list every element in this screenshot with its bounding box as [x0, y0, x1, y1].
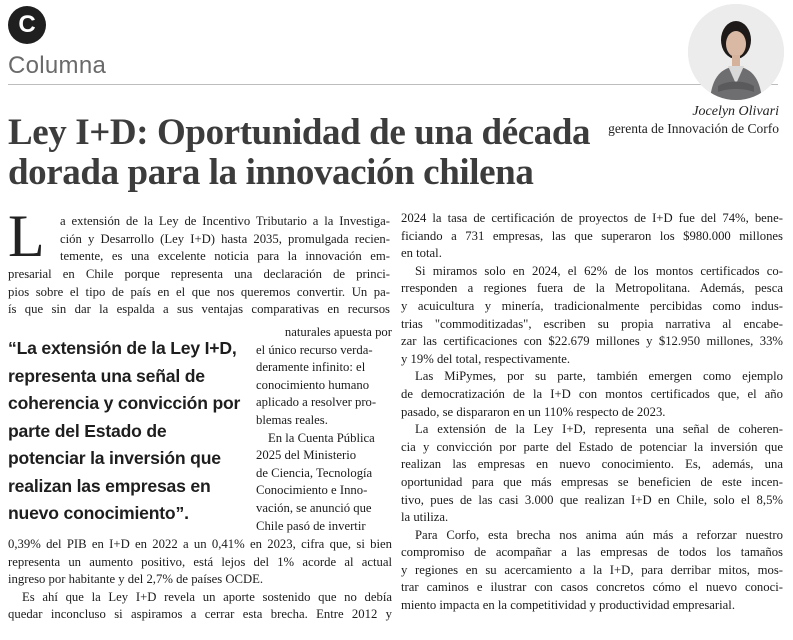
text-line: La extensión de la Ley I+D, representa una señal de coheren-: [415, 422, 783, 437]
text-line: cia y convicción por parte del Estado de potenciar la inversión que: [401, 439, 783, 454]
narrow-column: [256, 324, 392, 535]
text-line: zar las certificaciones con $22.679 millones y $12.950 millones, 33%: [401, 334, 783, 349]
text-line: temente, es una excelente noticia para la innovación em-: [60, 249, 390, 264]
section-label: Columna: [8, 52, 107, 79]
text-line: Para Corfo, esta brecha nos anima aún más a reforzar nuestro: [415, 527, 783, 542]
text-line: tivo, pues de las casi 3.000 que realizan I+D en Chile, solo el 8,5%: [401, 492, 783, 507]
text-line: la utiliza.: [401, 510, 449, 525]
intro-paragraph-cont: [8, 266, 390, 319]
author-byline: [608, 104, 779, 137]
text-line: trar caminos e ilustrar con casos concretos cómo el nuevo conoci-: [401, 580, 783, 595]
pull-quote: [8, 335, 248, 528]
text-line: en total.: [401, 246, 442, 261]
text-line: presarial en Chile porque representa una declaración de princi-: [8, 267, 390, 281]
text-line: realizan las empresas en nuevo conocimiento. Es, además, una: [401, 457, 783, 472]
quote-line: potenciar la inversión que: [8, 448, 221, 468]
quote-line: “La extensión de la Ley I+D,: [8, 338, 237, 358]
text-line: pios sobre el tipo de país en el que nos queremos convertir. Un pa-: [8, 284, 390, 299]
text-line: el único recurso verda-: [256, 342, 373, 357]
quote-line: representa una señal de: [8, 365, 205, 386]
headline-line: Ley I+D: Oportunidad de una década: [8, 113, 591, 153]
text-line: 2025 del Ministerio: [256, 448, 357, 463]
text-line: compromiso de acompañar a las empresas de todos los tamaños: [401, 545, 783, 560]
text-line: 0,39% del PIB en I+D en 2022 a un 0,41% en 2023, cifra que, si bien: [8, 537, 392, 551]
text-line: trias "commoditizadas", escriben su propia narrativa al encabe-: [401, 316, 783, 331]
text-line: Si miramos solo en 2024, el 62% de los montos certificados co-: [415, 263, 783, 278]
headline-line: dorada para la innovación chilena: [8, 153, 534, 193]
author-name: Jocelyn Olivari: [692, 104, 779, 119]
text-line: naturales apuesta por: [284, 325, 392, 339]
text-line: y acuicultura y minería, tradicionalmente percibidas como indus-: [401, 298, 783, 313]
column-badge: C: [8, 6, 46, 44]
text-line: y 19% del total, respectivamente.: [401, 351, 571, 366]
quote-line: nuevo conocimiento”.: [8, 503, 189, 523]
text-line: quedar inconcluso si aspiramos a cerrar esta brecha. Entre 2012 y: [8, 607, 392, 622]
text-line: vación, se anunció que: [256, 500, 372, 515]
text-line: Las MiPymes, por su parte, también emergen como ejemplo: [415, 369, 783, 384]
text-line: de democratización de la I+D con montos certificados que, el año: [401, 386, 783, 401]
intro-paragraph: [60, 213, 390, 266]
text-line: deramente infinito: el: [256, 360, 366, 375]
header-divider: [8, 84, 778, 85]
text-line: ción y Desarrollo (Ley I+D) hasta 2035, promulgada recien-: [60, 231, 390, 246]
text-line: representa un aumento positivo, está lejos del 1% acorde al actual: [8, 554, 392, 569]
drop-cap: L: [8, 203, 45, 269]
text-line: a extensión de la Ley de Incentivo Tributario a la Investiga-: [60, 214, 390, 228]
text-line: y regiones en su acercamiento a la I+D, para derribar mitos, mos-: [401, 562, 783, 577]
text-line: blemas reales.: [256, 412, 328, 427]
text-line: rresponden a regiones fuera de la Metropolitana. Además, pesca: [401, 281, 783, 296]
text-line: ís que sin dar la espalda a sus ventajas comparativas en recursos: [8, 302, 390, 317]
text-line: 2024 la tasa de certificación de proyectos de I+D fue del 74%, bene-: [401, 211, 783, 225]
text-line: ingreso por habitante y del 2,7% de países OCDE.: [8, 572, 264, 587]
headline: [8, 113, 608, 193]
text-line: ficiando a 731 empresas, las que superaron los $980.000 millones: [401, 228, 783, 243]
text-line: Es ahí que la Ley I+D revela un aporte sostenido que no debía: [22, 589, 392, 604]
text-line: conocimiento humano: [256, 377, 370, 392]
text-line: oportunidad para que más empresas se beneficien de este incen-: [401, 474, 783, 489]
text-line: pasado, se dispararon en un 110% respecto de 2023.: [401, 404, 666, 419]
text-line: En la Cuenta Pública: [268, 430, 375, 445]
author-photo: [688, 4, 784, 100]
quote-line: coherencia y convicción por: [8, 393, 241, 413]
text-line: aplicado a resolver pro-: [256, 395, 377, 410]
text-line: de Ciencia, Tecnología: [256, 465, 373, 480]
left-column-bottom: [8, 536, 392, 624]
text-line: Chile pasó de invertir: [256, 518, 366, 533]
text-line: miento impacta en la competitividad y productividad empresarial.: [401, 598, 735, 613]
author-role: gerenta de Innovación de Corfo: [608, 121, 779, 136]
text-line: Conocimiento e Inno-: [256, 483, 368, 498]
quote-line: parte del Estado de: [8, 420, 167, 441]
quote-line: realizan las empresas en: [8, 475, 211, 496]
right-column: [401, 210, 783, 615]
